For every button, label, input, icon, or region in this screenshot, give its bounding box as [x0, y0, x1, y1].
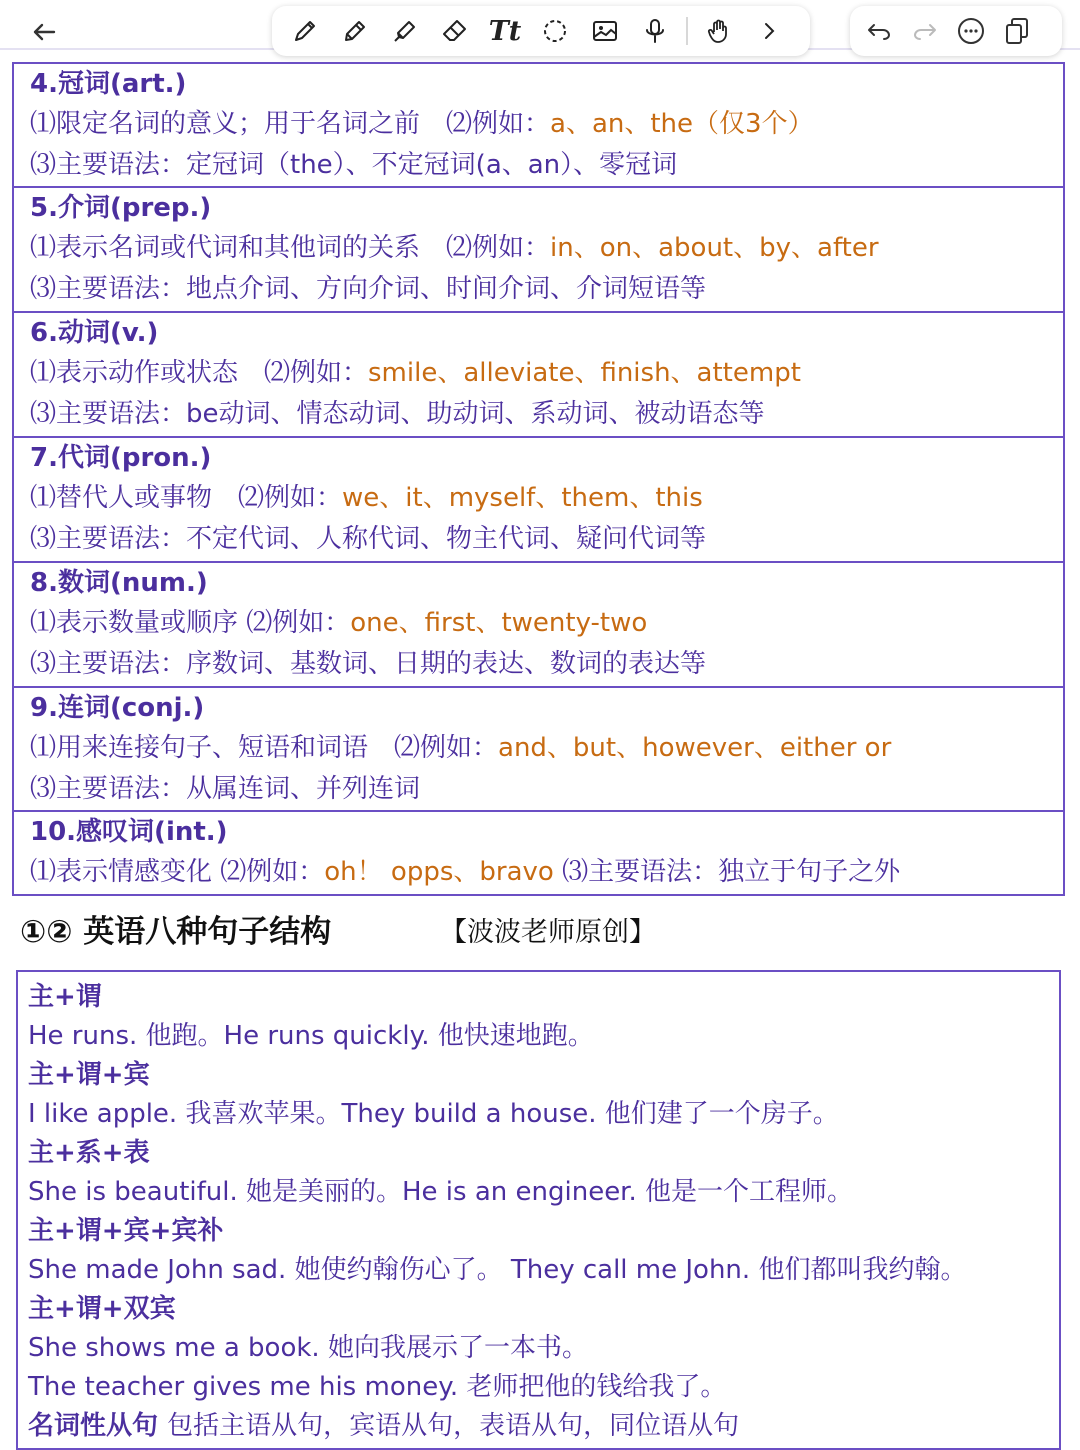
definition-text: ⑴用来连接句子、短语和词语 ⑵例如： — [30, 733, 499, 763]
redo-icon — [910, 16, 940, 46]
section-line — [30, 478, 1063, 519]
more-options-button[interactable] — [952, 12, 990, 50]
sentence-structures-box — [16, 970, 1061, 1450]
parts-of-speech-table — [12, 62, 1065, 896]
chevron-right-icon — [754, 16, 784, 46]
microphone-icon — [640, 16, 670, 46]
structure-title-noun-clause — [28, 1407, 1059, 1446]
pen-tool-button[interactable] — [286, 12, 324, 50]
section-heading — [20, 908, 331, 956]
eraser-icon — [440, 16, 470, 46]
toolbar — [0, 0, 1080, 62]
grammar-line: ⑶主要语法：be动词、情态动词、助动词、系动词、被动语态等 — [30, 399, 765, 429]
definition-text: ⑴表示动作或状态 ⑵例如： — [30, 358, 369, 388]
text-tool-button[interactable] — [486, 12, 524, 50]
tool-palette — [272, 6, 810, 56]
lasso-icon — [540, 16, 570, 46]
definition-text: ⑴表示情感变化 ⑵例如： — [30, 857, 325, 887]
pos-section-numeral — [14, 563, 1063, 688]
image-icon — [590, 16, 620, 46]
section-title: 6.动词(v.) — [30, 318, 159, 348]
action-palette — [850, 6, 1062, 56]
microphone-button[interactable] — [636, 12, 674, 50]
structure-example: She shows me a book. 她向我展示了一本书。 — [28, 1333, 588, 1363]
highlighter-tool-button[interactable] — [386, 12, 424, 50]
toolbar-separator — [686, 17, 688, 45]
highlighter-icon — [390, 16, 420, 46]
example-words: one、first、twenty-two — [350, 608, 648, 638]
example-words: a、an、the（仅3个） — [550, 109, 814, 139]
eraser-tool-button[interactable] — [436, 12, 474, 50]
example-words: oh！ opps、bravo — [324, 857, 554, 887]
pos-section-conjunction — [14, 688, 1063, 812]
example-words: smile、alleviate、finish、attempt — [368, 358, 801, 388]
example-words: we、it、myself、them、this — [342, 483, 703, 513]
section-title: 5.介词(prep.) — [30, 193, 212, 223]
more-tools-button[interactable] — [750, 12, 788, 50]
structure-example: She is beautiful. 她是美丽的。He is an engineer. 他是一个工程师。 — [28, 1177, 854, 1207]
grammar-line: ⑶主要语法：定冠词（the）、不定冠词(a、an）、零冠词 — [30, 150, 678, 180]
grammar-line: ⑶主要语法：从属连词、并列连词 — [30, 774, 421, 804]
pages-button[interactable] — [998, 12, 1036, 50]
section-title: 7.代词(pron.) — [30, 443, 212, 473]
section-line — [30, 104, 1063, 145]
pen-icon — [290, 16, 320, 46]
structure-title: 主+谓+宾 — [28, 1060, 150, 1090]
section-line — [30, 603, 1063, 644]
grammar-line: ⑶主要语法：序数词、基数词、日期的表达、数词的表达等 — [30, 649, 707, 679]
section-title: 10.感叹词(int.) — [30, 817, 228, 847]
definition-text: ⑴表示数量或顺序 ⑵例如： — [30, 608, 351, 638]
pos-section-article — [14, 64, 1063, 188]
image-tool-button[interactable] — [586, 12, 624, 50]
more-icon — [956, 16, 986, 46]
grammar-text: ⑶主要语法：独立于句子之外 — [562, 857, 901, 887]
structure-title: 主+系+表 — [28, 1138, 150, 1168]
definition-text: ⑴表示名词或代词和其他词的关系 ⑵例如： — [30, 233, 551, 263]
definition-text: ⑴限定名词的意义；用于名词之前 ⑵例如： — [30, 109, 551, 139]
structure-example: She made John sad. 她使约翰伤心了。 They call me John. 他们都叫我约翰。 — [28, 1255, 967, 1285]
example-words: and、but、however、either or — [498, 733, 892, 763]
section-title: 8.数词(num.) — [30, 568, 208, 598]
touch-mode-button[interactable] — [700, 12, 738, 50]
pos-section-pronoun — [14, 438, 1063, 563]
arrow-left-icon — [29, 17, 59, 47]
structure-title: 主+谓 — [28, 982, 102, 1012]
section-title: 9.连词(conj.) — [30, 693, 205, 723]
undo-icon — [864, 16, 894, 46]
text-tool-icon: Tt — [488, 15, 522, 47]
back-button[interactable] — [20, 10, 68, 54]
grammar-line: ⑶主要语法：不定代词、人称代词、物主代词、疑问代词等 — [30, 524, 707, 554]
heading-numbers: ①② — [20, 914, 73, 950]
example-words: in、on、about、by、after — [550, 233, 879, 263]
structure-note: 包括主语从句，宾语从句，表语从句，同位语从句 — [167, 1411, 740, 1441]
pages-icon — [1002, 16, 1032, 46]
structure-title: 名词性从句 — [28, 1411, 159, 1441]
pencil-icon — [340, 16, 370, 46]
pos-section-verb — [14, 313, 1063, 438]
section-line — [30, 353, 1063, 394]
author-credit: 【波波老师原创】 — [440, 917, 656, 948]
structure-title: 主+谓+双宾 — [28, 1294, 176, 1324]
structure-example: He runs. 他跑。He runs quickly. 他快速地跑。 — [28, 1021, 594, 1051]
pos-section-preposition — [14, 188, 1063, 313]
section-title: 4.冠词(art.) — [30, 69, 187, 99]
structure-title: 主+谓+宾+宾补 — [28, 1216, 224, 1246]
grammar-line: ⑶主要语法：地点介词、方向介词、时间介词、介词短语等 — [30, 274, 707, 304]
pos-section-interjection — [14, 812, 1063, 894]
redo-button[interactable] — [906, 12, 944, 50]
lasso-tool-button[interactable] — [536, 12, 574, 50]
section-line — [30, 852, 1063, 893]
section-line — [30, 228, 1063, 269]
heading-title: 英语八种句子结构 — [83, 914, 332, 950]
undo-button[interactable] — [860, 12, 898, 50]
section-line — [30, 728, 1063, 769]
hand-touch-icon — [704, 16, 734, 46]
pencil-tool-button[interactable] — [336, 12, 374, 50]
structure-example: I like apple. 我喜欢苹果。They build a house. 他们建了一个房子。 — [28, 1099, 839, 1129]
structure-example: The teacher gives me his money. 老师把他的钱给我了。 — [28, 1372, 727, 1402]
definition-text: ⑴替代人或事物 ⑵例如： — [30, 483, 343, 513]
